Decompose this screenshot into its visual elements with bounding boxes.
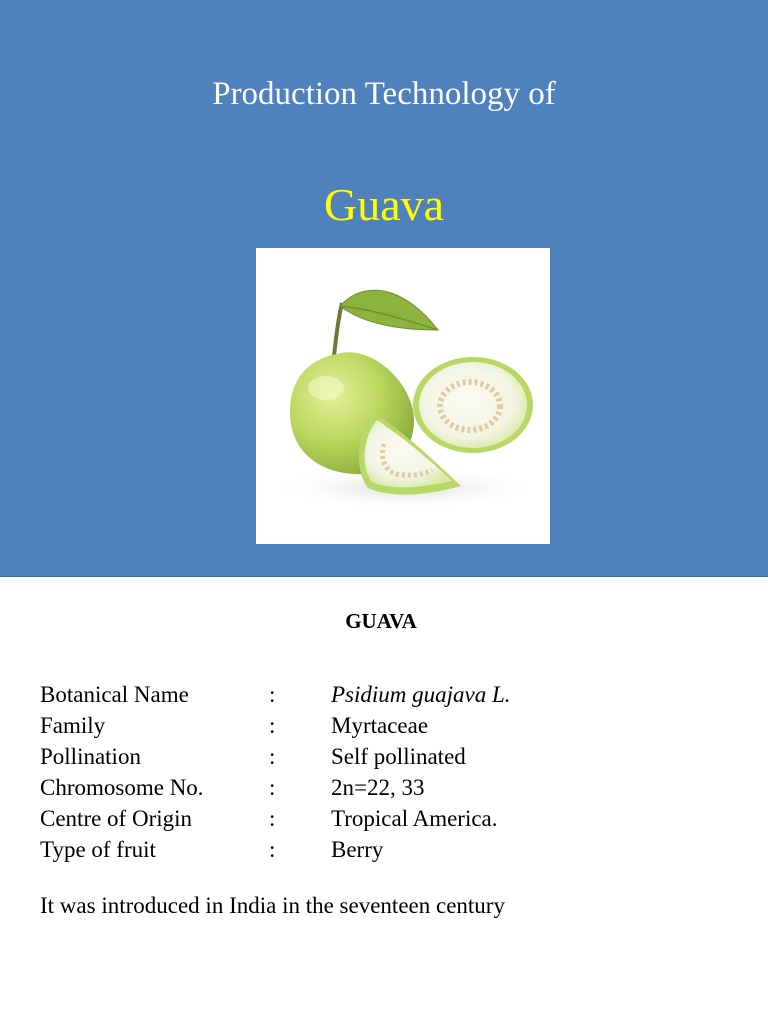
fact-label: Family xyxy=(40,713,106,738)
fact-value: Berry xyxy=(331,837,384,862)
fact-label: Chromosome No. xyxy=(40,775,204,800)
fact-value: Psidium guajava L. xyxy=(331,682,511,707)
section-heading: GUAVA xyxy=(345,609,417,633)
fact-separator: : xyxy=(269,713,276,738)
fact-label: Botanical Name xyxy=(40,682,189,707)
fact-value: Tropical America. xyxy=(331,806,498,831)
guava-illustration xyxy=(256,248,550,544)
fact-value: Myrtaceae xyxy=(331,713,429,738)
fact-label: Centre of Origin xyxy=(40,806,193,831)
fact-label: Pollination xyxy=(40,744,141,769)
fact-value: 2n=22, 33 xyxy=(331,775,425,800)
slide-subject: Guava xyxy=(323,179,445,230)
fact-separator: : xyxy=(269,806,276,831)
intro-sentence: It was introduced in India in the seventeen century xyxy=(40,893,505,918)
guava-photo xyxy=(256,248,550,544)
fact-separator: : xyxy=(269,775,276,800)
slide-title: Production Technology of xyxy=(212,76,556,112)
fact-separator: : xyxy=(269,682,276,707)
fact-value: Self pollinated xyxy=(331,744,466,769)
fact-label: Type of fruit xyxy=(40,837,156,862)
fact-separator: : xyxy=(269,744,276,769)
fact-separator: : xyxy=(269,837,276,862)
